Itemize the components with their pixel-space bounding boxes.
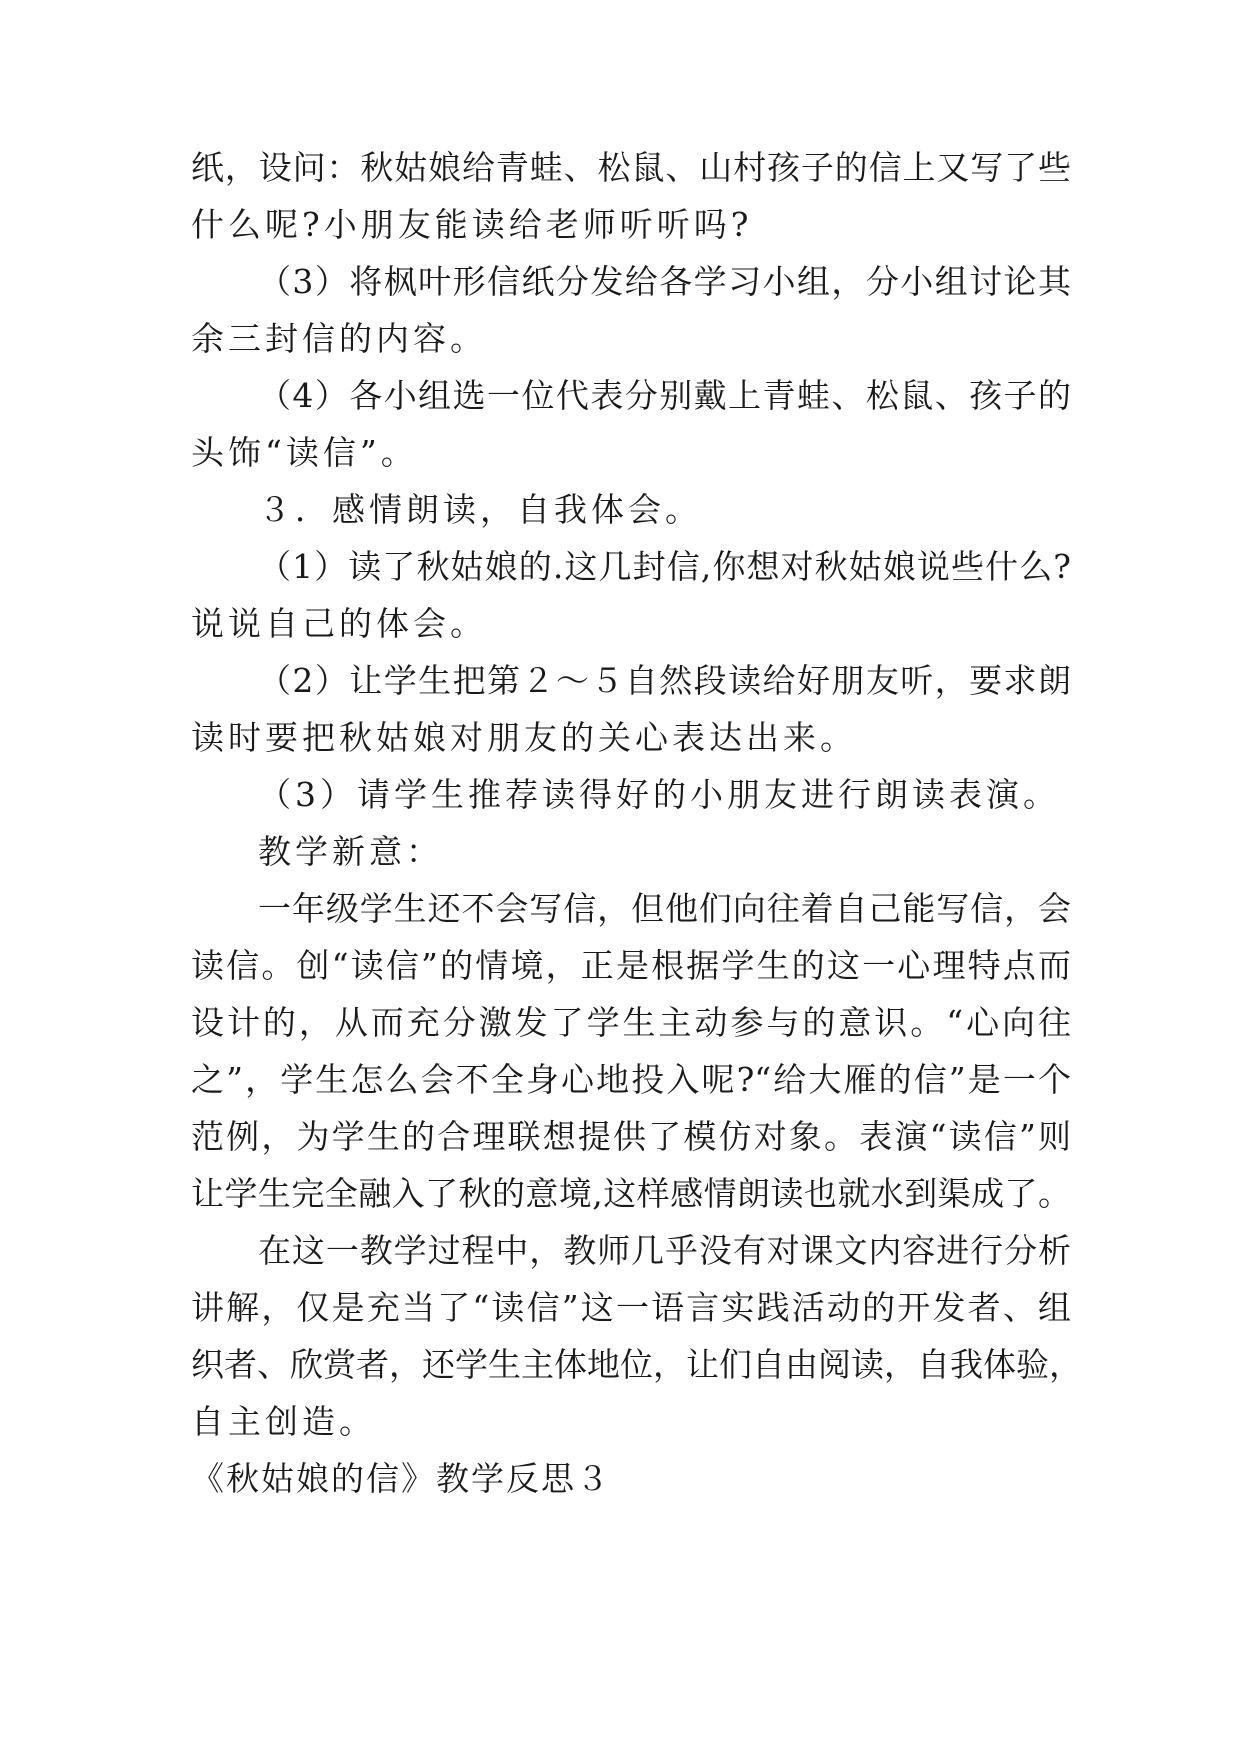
text-line: 一年级学生还不会写信，但他们向往着自己能写信，会 bbox=[258, 889, 1071, 928]
text-line: （2）让学生把第２～５自然段读给好朋友听，要求朗 bbox=[258, 661, 1071, 700]
text-line: 讲解，仅是充当了“读信”这一语言实践活动的开发者、组 bbox=[191, 1288, 1071, 1327]
text-line: 范例，为学生的合理联想提供了模仿对象。表演“读信”则 bbox=[191, 1117, 1071, 1156]
text-line: 纸，设问：秋姑娘给青蛙、松鼠、山村孩子的信上又写了些 bbox=[191, 148, 1071, 187]
text-line: 说说自己的体会。 bbox=[191, 604, 487, 643]
text-line: 读信。创“读信”的情境，正是根据学生的这一心理特点而 bbox=[191, 946, 1071, 985]
text-line: （1）读了秋姑娘的.这几封信,你想对秋姑娘说些什么? bbox=[258, 547, 1071, 586]
text-line: 织者、欣赏者，还学生主体地位，让们自由阅读，自我体验， bbox=[191, 1345, 1082, 1384]
text-line: 余三封信的内容。 bbox=[191, 319, 487, 358]
text-line: 之”，学生怎么会不全身心地投入呢?“给大雁的信”是一个 bbox=[191, 1060, 1071, 1099]
section-heading: ３．感情朗读，自我体会。 bbox=[258, 490, 702, 529]
text-line: （4）各小组选一位代表分别戴上青蛙、松鼠、孩子的 bbox=[258, 376, 1071, 415]
article-title: 《秋姑娘的信》教学反思３ bbox=[191, 1459, 611, 1498]
text-line: 头饰“读信”。 bbox=[191, 433, 418, 472]
text-line: 读时要把秋姑娘对朋友的关心表达出来。 bbox=[191, 718, 857, 757]
text-line: 在这一教学过程中，教师几乎没有对课文内容进行分析 bbox=[258, 1231, 1071, 1270]
text-line: 让学生完全融入了秋的意境,这样感情朗读也就水到渠成了。 bbox=[191, 1174, 1071, 1213]
text-line: 教学新意： bbox=[258, 832, 443, 871]
text-line: 什么呢?小朋友能读给老师听听吗? bbox=[191, 205, 753, 244]
text-line: （3）将枫叶形信纸分发给各学习小组，分小组讨论其 bbox=[258, 262, 1071, 301]
text-line: 自主创造。 bbox=[191, 1402, 376, 1441]
text-line: 设计的，从而充分激发了学生主动参与的意识。“心向往 bbox=[191, 1003, 1071, 1042]
text-line: （3）请学生推荐读得好的小朋友进行朗读表演。 bbox=[258, 775, 1060, 814]
